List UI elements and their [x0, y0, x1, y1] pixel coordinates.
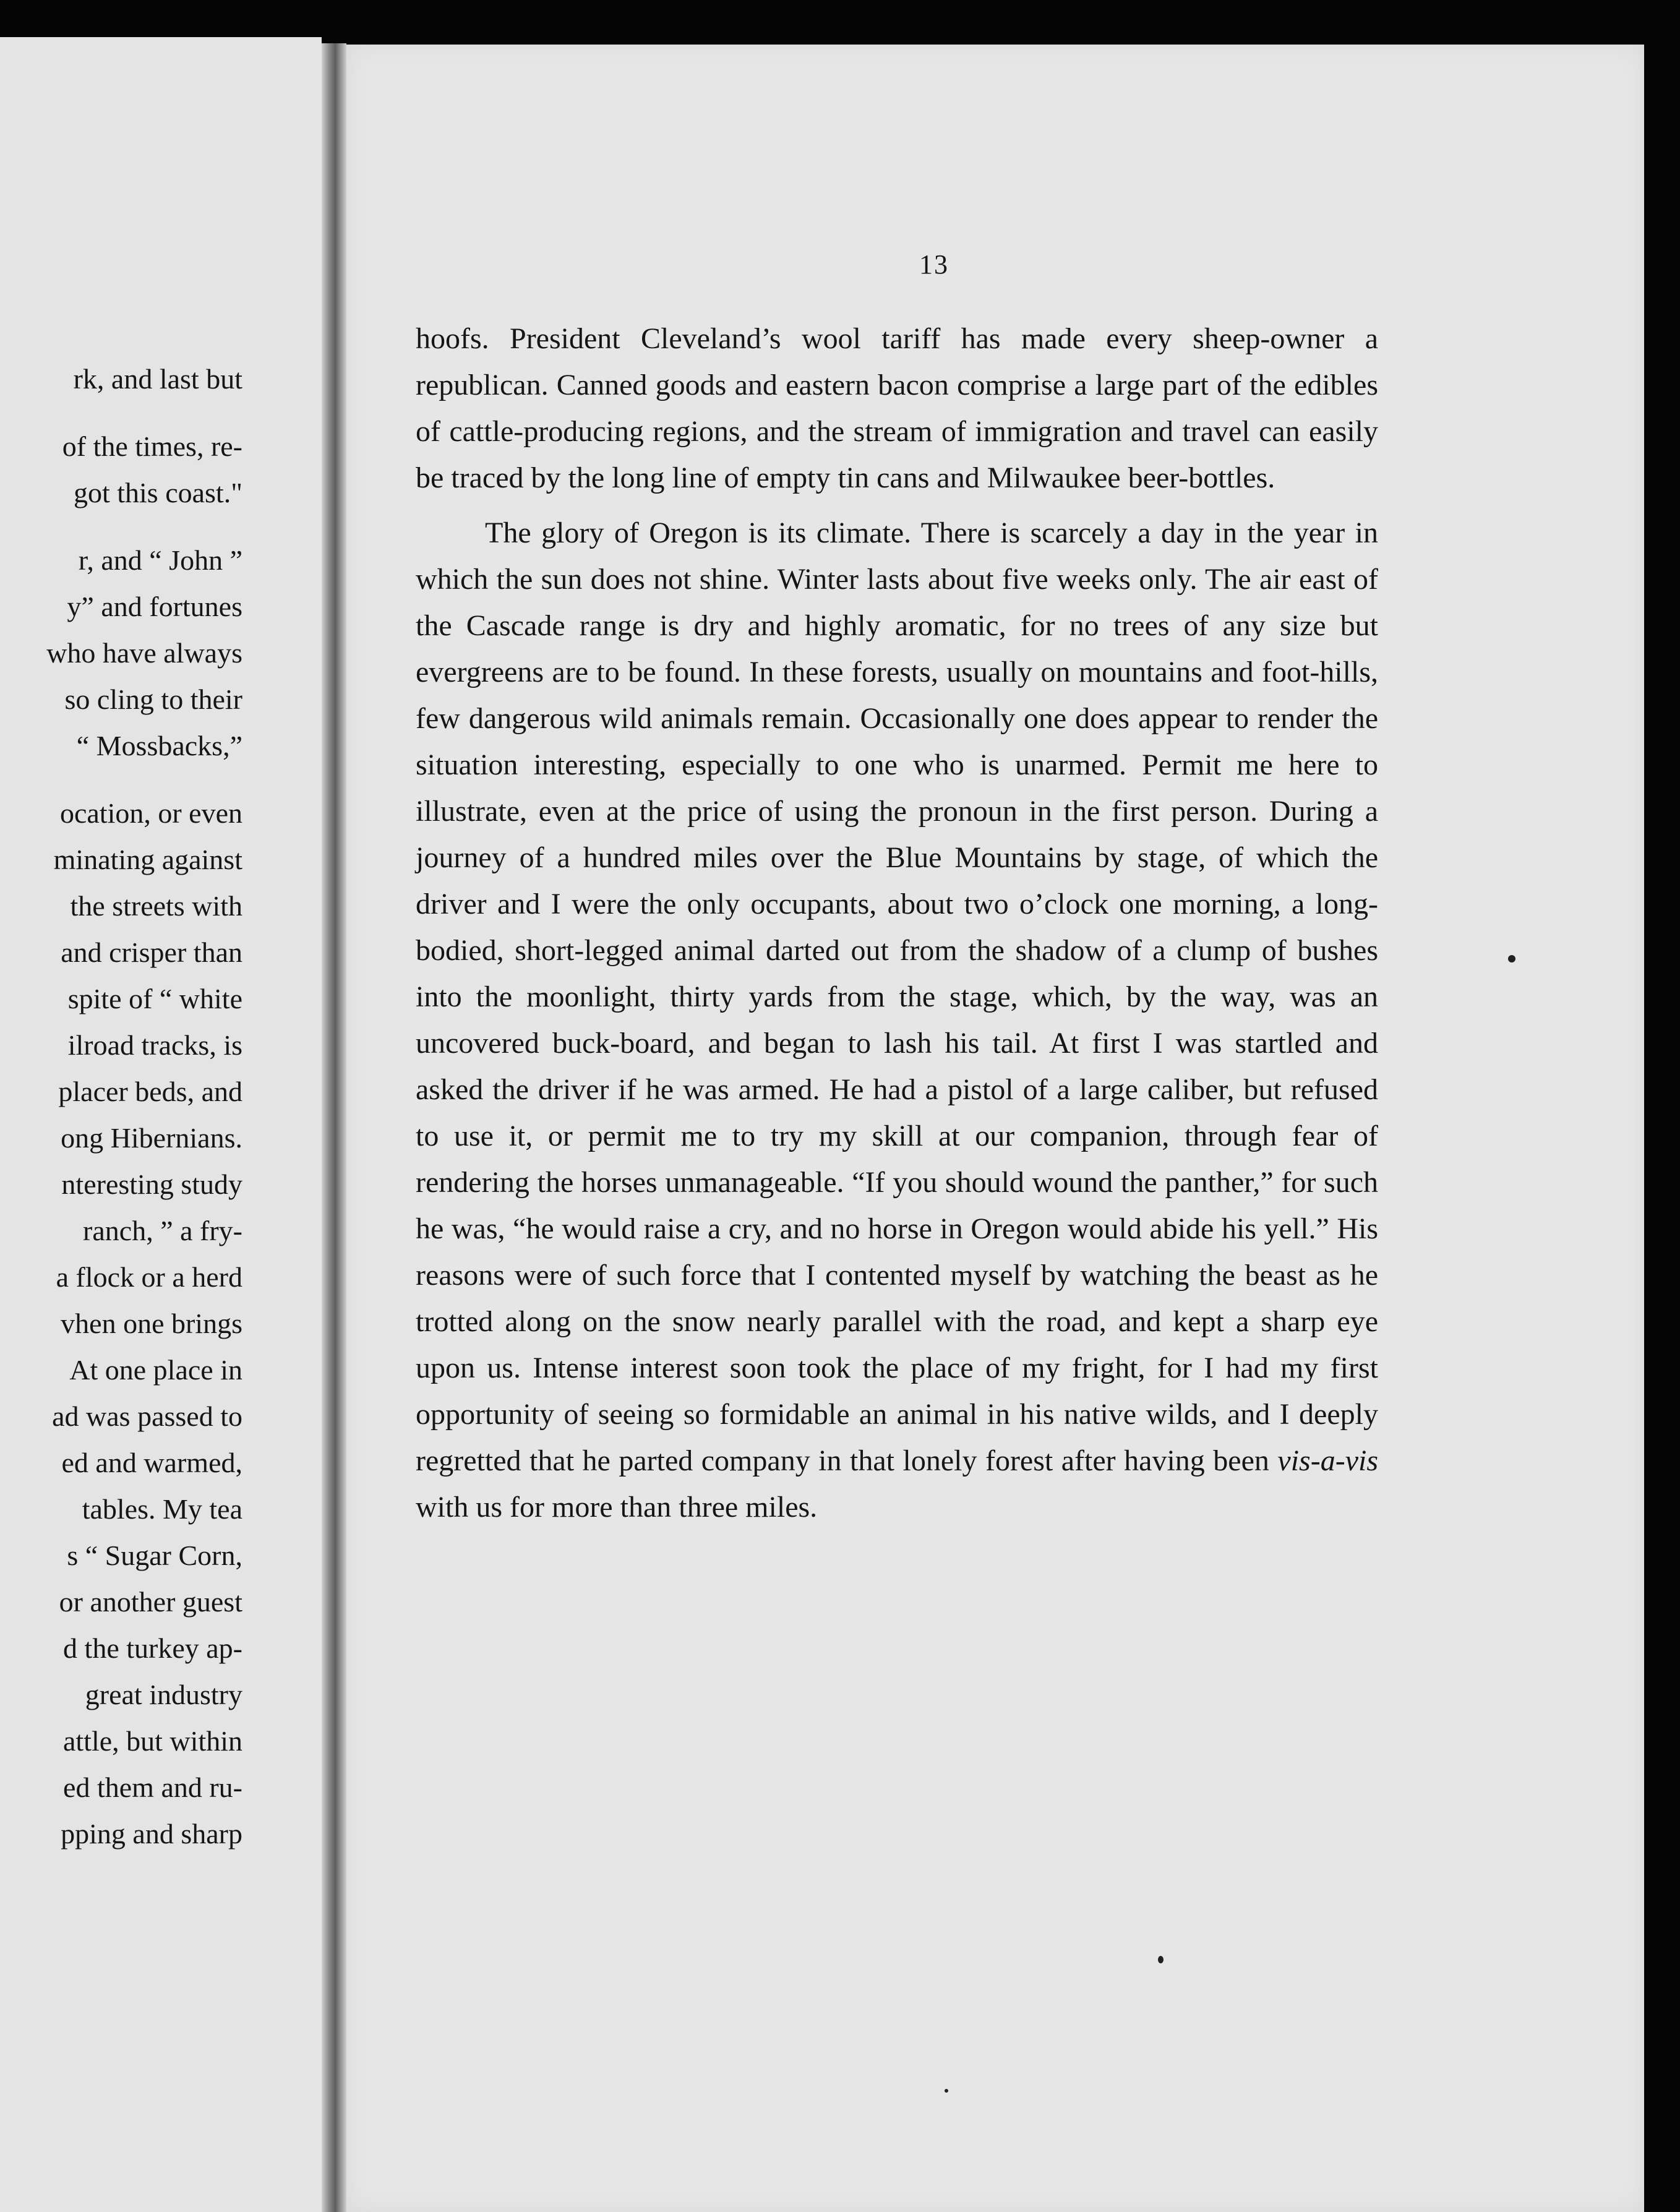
left-page-line: attle, but within [62, 1725, 242, 1757]
left-page-line: ed them and ru- [63, 1772, 242, 1803]
left-page-line: s “ Sugar Corn, [67, 1540, 242, 1571]
left-page-line: got this coast." [73, 477, 242, 508]
paragraph-2 [416, 510, 1378, 1530]
scan-speck [1508, 955, 1515, 962]
left-page-line: ilroad tracks, is [67, 1029, 242, 1061]
left-page-line: tables. My tea [82, 1493, 242, 1525]
left-page-line: ocation, or even [59, 797, 242, 829]
left-page-line: ranch, ” a fry- [83, 1215, 242, 1246]
page-number: 13 [919, 249, 949, 280]
left-facing-page [0, 37, 322, 2212]
scan-speck [1158, 1956, 1164, 1963]
left-page-line: r, and “ John ” [78, 544, 242, 576]
left-page-text [0, 356, 242, 1857]
left-page-line: so cling to their [64, 684, 242, 715]
left-page-line: who have always [46, 637, 242, 669]
left-page-line: “ Mossbacks,” [76, 730, 242, 761]
left-page-line: ong Hibernians. [61, 1122, 242, 1154]
book-gutter [322, 43, 346, 2212]
scan-right-edge [1644, 0, 1680, 2212]
left-page-line: minating against [53, 844, 242, 875]
left-page-line: vhen one brings [61, 1308, 242, 1339]
paragraph-2-ending: with us for more than three miles. [416, 1491, 818, 1524]
left-page-line: d the turkey ap- [63, 1632, 242, 1664]
left-page-line: ad was passed to [52, 1400, 242, 1432]
left-page-line: nteresting study [61, 1168, 242, 1200]
left-page-line: of the times, re- [62, 431, 242, 462]
left-page-line: spite of “ white [67, 983, 242, 1014]
left-page-line: ed and warmed, [61, 1447, 242, 1478]
italic-phrase: vis-a-vis [1277, 1444, 1379, 1477]
left-page-line: or another guest [59, 1586, 242, 1618]
left-page-line: great industry [85, 1679, 242, 1710]
paragraph-1: hoofs. President Cleveland’s wool tariff has made every sheep-owner a republican. Canned goods and eastern bacon comprise a large part of the edibles of cattle-producing regions, and the stream of immigration and travel can easily be traced by the long line of empty tin cans and Milwaukee beer-bottles. [416, 322, 1378, 494]
right-page [346, 45, 1644, 2212]
left-page-line: pping and sharp [61, 1818, 242, 1850]
body-text [416, 315, 1378, 1530]
paragraph-2-text: The glory of Oregon is its climate. There is scarcely a day in the year in which the sun does not shine. Winter lasts about five weeks only. The air east of the Cascade range is dry and highly aromatic, for no trees of any size but evergreens are to be found. In these forests, usually on mountains and foot-hills, few dangerous wild animals remain. Occasionally one does appear to render the situation interesting, especially to one who is unarmed. Permit me here to illustrate, even at the price of using the pronoun in the first person. During a journey of a hundred miles over the Blue Mountains by stage, of which the driver and I were the only occupants, about two o’clock one morning, a long-bodied, short-legged animal darted out from the shadow of a clump of bushes into the moonlight, thirty yards from the stage, which, by the way, was an uncovered buck-board, and began to lash his tail. At first I was startled and asked the driver if he was armed. He had a pistol of a large caliber, but refused to use it, or permit me to try my skill at our companion, through fear of rendering the horses unmanageable. “If you should wound the panther,” for such he was, “he would raise a cry, and no horse in Oregon would abide his yell.” His reasons were of such force that I contented myself by watching the beast as he trotted along on the snow nearly parallel with the road, and kept a sharp eye upon us. Intense interest soon took the place of my fright, for I had my first opportunity of seeing so formidable an animal in his native wilds, and I deeply regretted that he parted company in that lonely forest after having been [416, 517, 1378, 1477]
left-page-line: the streets with [70, 890, 242, 922]
left-page-line: a flock or a herd [56, 1261, 242, 1293]
scan-speck [945, 2089, 948, 2093]
left-page-line: rk, and last but [73, 363, 242, 395]
left-page-line: and crisper than [61, 937, 242, 968]
left-page-line: At one place in [69, 1354, 242, 1386]
left-page-line: placer beds, and [58, 1076, 242, 1107]
left-page-line: y” and fortunes [67, 591, 242, 622]
